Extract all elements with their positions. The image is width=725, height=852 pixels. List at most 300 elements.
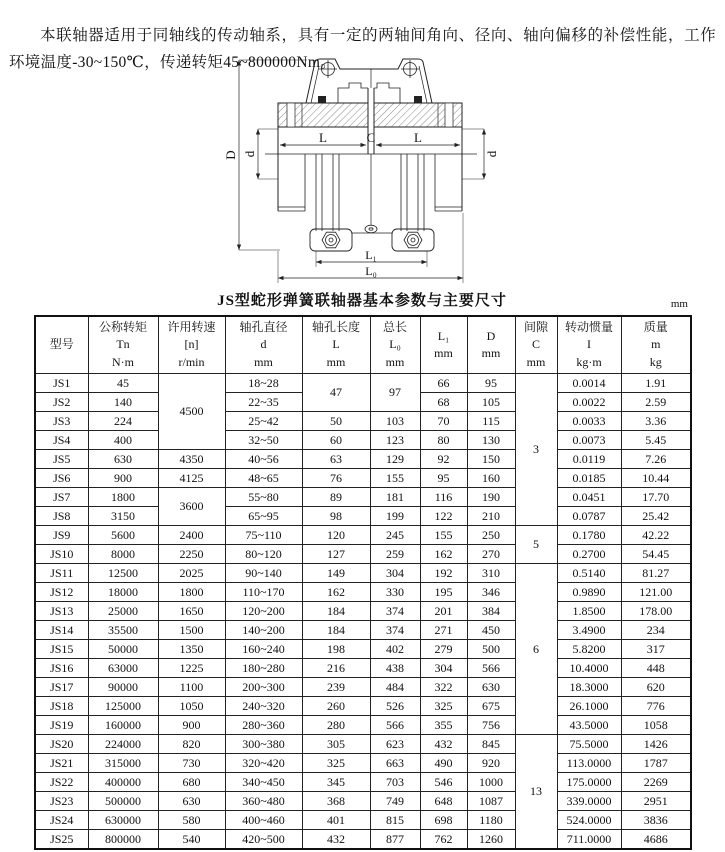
table-row: [35, 716, 691, 735]
data-cell: 2951: [621, 792, 691, 811]
data-cell: 43.5000: [557, 716, 621, 735]
data-cell: 322: [420, 678, 467, 697]
data-cell: 317: [621, 640, 691, 659]
data-cell: 432: [302, 830, 370, 850]
data-cell: 63000: [88, 659, 158, 678]
data-cell: 1050: [158, 697, 225, 716]
data-cell: 680: [158, 773, 225, 792]
data-cell: 315000: [88, 754, 158, 773]
data-cell: 60: [302, 431, 370, 450]
data-cell: 180~280: [225, 659, 302, 678]
data-cell: 845: [467, 735, 515, 754]
data-cell: 648: [420, 792, 467, 811]
data-cell: 360~480: [225, 792, 302, 811]
data-cell: 2025: [158, 564, 225, 583]
model-cell: JS1: [35, 374, 88, 393]
data-cell: 130: [467, 431, 515, 450]
data-cell: 149: [302, 564, 370, 583]
data-cell: 76: [302, 469, 370, 488]
data-cell: 129: [370, 450, 420, 469]
data-cell: 432: [420, 735, 467, 754]
data-cell: 198: [302, 640, 370, 659]
data-cell: 526: [370, 697, 420, 716]
dimension-label-L-right: L: [414, 130, 422, 145]
data-cell: 0.0451: [557, 488, 621, 507]
data-cell: 3600: [158, 488, 225, 526]
model-cell: JS25: [35, 830, 88, 850]
data-cell: 5: [515, 526, 557, 564]
data-cell: 1087: [467, 792, 515, 811]
data-cell: 756: [467, 716, 515, 735]
model-cell: JS11: [35, 564, 88, 583]
data-cell: 66: [420, 374, 467, 393]
data-cell: 95: [467, 374, 515, 393]
data-cell: 2269: [621, 773, 691, 792]
data-cell: 18000: [88, 583, 158, 602]
foot-bolt-icon: [322, 232, 422, 248]
dimension-lines: [239, 60, 484, 283]
data-cell: 1225: [158, 659, 225, 678]
data-cell: 500: [467, 640, 515, 659]
data-cell: 150: [467, 450, 515, 469]
data-cell: 4125: [158, 469, 225, 488]
data-cell: 123: [370, 431, 420, 450]
data-cell: 5600: [88, 526, 158, 545]
data-cell: 181: [370, 488, 420, 507]
col-header-7: D mm: [467, 316, 515, 374]
data-cell: 402: [370, 640, 420, 659]
model-cell: JS12: [35, 583, 88, 602]
model-cell: JS14: [35, 621, 88, 640]
data-cell: 75~110: [225, 526, 302, 545]
data-cell: 1350: [158, 640, 225, 659]
dimension-label-L1: L₁: [365, 248, 377, 262]
data-cell: 54.45: [621, 545, 691, 564]
data-cell: 160000: [88, 716, 158, 735]
data-cell: 762: [420, 830, 467, 850]
header-row: [35, 316, 691, 374]
data-cell: 0.0787: [557, 507, 621, 526]
data-cell: 195: [420, 583, 467, 602]
data-cell: 305: [302, 735, 370, 754]
data-cell: 730: [158, 754, 225, 773]
table-row: [35, 488, 691, 507]
data-cell: 630: [158, 792, 225, 811]
data-cell: 675: [467, 697, 515, 716]
model-cell: JS24: [35, 811, 88, 830]
data-cell: 280~360: [225, 716, 302, 735]
col-header-2: 许用转速 [n] r/min: [158, 316, 225, 374]
data-cell: 4500: [158, 374, 225, 450]
col-header-1: 公称转矩 Tn N·m: [88, 316, 158, 374]
data-cell: 1.91: [621, 374, 691, 393]
table-row: [35, 526, 691, 545]
table-row: [35, 507, 691, 526]
data-cell: 184: [302, 602, 370, 621]
data-cell: 400: [88, 431, 158, 450]
dimension-label-d-left: d: [242, 150, 257, 158]
data-cell: 7.26: [621, 450, 691, 469]
data-cell: 162: [420, 545, 467, 564]
data-cell: 10.4000: [557, 659, 621, 678]
data-cell: 120: [302, 526, 370, 545]
table-row: [35, 469, 691, 488]
data-cell: 3: [515, 374, 557, 526]
data-cell: 10.44: [621, 469, 691, 488]
data-cell: 271: [420, 621, 467, 640]
model-cell: JS16: [35, 659, 88, 678]
col-header-0: 型号: [35, 316, 88, 374]
data-cell: 42.22: [621, 526, 691, 545]
model-cell: JS17: [35, 678, 88, 697]
data-cell: 190: [467, 488, 515, 507]
data-cell: 65~95: [225, 507, 302, 526]
data-cell: 1058: [621, 716, 691, 735]
data-cell: 35500: [88, 621, 158, 640]
data-cell: 490: [420, 754, 467, 773]
col-header-6: L₁ mm: [420, 316, 467, 374]
data-cell: 55~80: [225, 488, 302, 507]
parameters-table: [34, 315, 692, 850]
data-cell: 1100: [158, 678, 225, 697]
data-cell: 4350: [158, 450, 225, 469]
data-cell: 566: [370, 716, 420, 735]
data-cell: 3150: [88, 507, 158, 526]
table-row: [35, 374, 691, 393]
data-cell: 339.0000: [557, 792, 621, 811]
data-cell: 127: [302, 545, 370, 564]
col-header-3: 轴孔直径 d mm: [225, 316, 302, 374]
data-cell: 234: [621, 621, 691, 640]
model-cell: JS2: [35, 393, 88, 412]
data-cell: 580: [158, 811, 225, 830]
data-cell: 75.5000: [557, 735, 621, 754]
table-title: JS型蛇形弹簧联轴器基本参数与主要尺寸: [217, 293, 507, 309]
model-cell: JS3: [35, 412, 88, 431]
data-cell: 0.9890: [557, 583, 621, 602]
data-cell: 13: [515, 735, 557, 850]
data-cell: 1800: [158, 583, 225, 602]
table-row: [35, 792, 691, 811]
data-cell: 2400: [158, 526, 225, 545]
data-cell: 438: [370, 659, 420, 678]
data-cell: 400~460: [225, 811, 302, 830]
data-cell: 116: [420, 488, 467, 507]
data-cell: 1787: [621, 754, 691, 773]
data-cell: 0.2700: [557, 545, 621, 564]
model-cell: JS20: [35, 735, 88, 754]
dimension-label-L0: L₀: [365, 264, 377, 278]
table-row: [35, 412, 691, 431]
data-cell: 216: [302, 659, 370, 678]
table-row: [35, 621, 691, 640]
table-row: [35, 811, 691, 830]
data-cell: 374: [370, 602, 420, 621]
data-cell: 201: [420, 602, 467, 621]
model-cell: JS6: [35, 469, 88, 488]
data-cell: 200~300: [225, 678, 302, 697]
data-cell: 3.36: [621, 412, 691, 431]
data-cell: 98: [302, 507, 370, 526]
data-cell: 121.00: [621, 583, 691, 602]
col-header-8: 间隙 C mm: [515, 316, 557, 374]
data-cell: 1.8500: [557, 602, 621, 621]
data-cell: 325: [420, 697, 467, 716]
data-cell: 89: [302, 488, 370, 507]
data-cell: 0.0119: [557, 450, 621, 469]
data-cell: 320~420: [225, 754, 302, 773]
unit-note: mm: [670, 298, 688, 310]
data-cell: 524.0000: [557, 811, 621, 830]
data-cell: 160: [467, 469, 515, 488]
data-cell: 178.00: [621, 602, 691, 621]
data-cell: 162: [302, 583, 370, 602]
data-cell: 224: [88, 412, 158, 431]
data-cell: 0.1780: [557, 526, 621, 545]
data-cell: 80: [420, 431, 467, 450]
data-cell: 0.0014: [557, 374, 621, 393]
data-cell: 270: [467, 545, 515, 564]
dimension-label-C: C: [366, 130, 376, 145]
data-cell: 450: [467, 621, 515, 640]
data-cell: 81.27: [621, 564, 691, 583]
data-cell: 815: [370, 811, 420, 830]
data-cell: 0.0033: [557, 412, 621, 431]
coupling-outline: [265, 59, 477, 251]
data-cell: 2250: [158, 545, 225, 564]
data-cell: 877: [370, 830, 420, 850]
data-cell: 17.70: [621, 488, 691, 507]
data-cell: 355: [420, 716, 467, 735]
data-cell: 239: [302, 678, 370, 697]
model-cell: JS13: [35, 602, 88, 621]
table-row: [35, 754, 691, 773]
data-cell: 4686: [621, 830, 691, 850]
data-cell: 110~170: [225, 583, 302, 602]
data-cell: 279: [420, 640, 467, 659]
data-cell: 80~120: [225, 545, 302, 564]
data-cell: 40~56: [225, 450, 302, 469]
data-cell: 400000: [88, 773, 158, 792]
model-cell: JS21: [35, 754, 88, 773]
data-cell: 259: [370, 545, 420, 564]
data-cell: 546: [420, 773, 467, 792]
data-cell: 5.8200: [557, 640, 621, 659]
data-cell: 199: [370, 507, 420, 526]
data-cell: 630: [88, 450, 158, 469]
data-cell: 25000: [88, 602, 158, 621]
data-cell: 0.0073: [557, 431, 621, 450]
data-cell: 113.0000: [557, 754, 621, 773]
model-cell: JS8: [35, 507, 88, 526]
data-cell: 1800: [88, 488, 158, 507]
data-cell: 800000: [88, 830, 158, 850]
table-row: [35, 640, 691, 659]
data-cell: 325: [302, 754, 370, 773]
data-cell: 711.0000: [557, 830, 621, 850]
data-cell: 120~200: [225, 602, 302, 621]
data-cell: 8000: [88, 545, 158, 564]
model-cell: JS5: [35, 450, 88, 469]
data-cell: 920: [467, 754, 515, 773]
table-row: [35, 602, 691, 621]
data-cell: 63: [302, 450, 370, 469]
data-cell: 5.45: [621, 431, 691, 450]
data-cell: 68: [420, 393, 467, 412]
dimension-label-L-left: L: [319, 130, 327, 145]
data-cell: 346: [467, 583, 515, 602]
data-cell: 330: [370, 583, 420, 602]
col-header-10: 质量 m kg: [621, 316, 691, 374]
data-cell: 374: [370, 621, 420, 640]
data-cell: 340~450: [225, 773, 302, 792]
data-cell: 140~200: [225, 621, 302, 640]
data-cell: 0.5140: [557, 564, 621, 583]
data-cell: 620: [621, 678, 691, 697]
data-cell: 70: [420, 412, 467, 431]
model-cell: JS18: [35, 697, 88, 716]
data-cell: 566: [467, 659, 515, 678]
data-cell: 125000: [88, 697, 158, 716]
data-cell: 900: [158, 716, 225, 735]
data-cell: 210: [467, 507, 515, 526]
model-cell: JS23: [35, 792, 88, 811]
data-cell: 0.0185: [557, 469, 621, 488]
data-cell: 540: [158, 830, 225, 850]
data-cell: 92: [420, 450, 467, 469]
data-cell: 97: [370, 374, 420, 412]
data-cell: 900: [88, 469, 158, 488]
table-row: [35, 678, 691, 697]
intro-paragraph: 本联轴器适用于同轴线的传动轴系，具有一定的两轴间角向、径向、轴向偏移的补偿性能，工作环境温度-30~150℃，传递转矩45~800000Nm。: [9, 26, 716, 72]
data-cell: 12500: [88, 564, 158, 583]
data-cell: 1180: [467, 811, 515, 830]
data-cell: 749: [370, 792, 420, 811]
table-row: [35, 735, 691, 754]
data-cell: 245: [370, 526, 420, 545]
data-cell: 1500: [158, 621, 225, 640]
data-cell: 47: [302, 374, 370, 412]
data-cell: 155: [370, 469, 420, 488]
data-cell: 18~28: [225, 374, 302, 393]
col-header-9: 转动惯量 I kg·m: [557, 316, 621, 374]
data-cell: 500000: [88, 792, 158, 811]
data-cell: 90000: [88, 678, 158, 697]
data-cell: 630000: [88, 811, 158, 830]
data-cell: 3.4900: [557, 621, 621, 640]
data-cell: 2.59: [621, 393, 691, 412]
data-cell: 484: [370, 678, 420, 697]
model-cell: JS9: [35, 526, 88, 545]
data-cell: 300~380: [225, 735, 302, 754]
table-row: [35, 830, 691, 850]
data-cell: 103: [370, 412, 420, 431]
data-cell: 45: [88, 374, 158, 393]
data-cell: 25.42: [621, 507, 691, 526]
table-row: [35, 773, 691, 792]
data-cell: 630: [467, 678, 515, 697]
data-cell: 18.3000: [557, 678, 621, 697]
data-cell: 48~65: [225, 469, 302, 488]
data-cell: 698: [420, 811, 467, 830]
data-cell: 345: [302, 773, 370, 792]
table-row: [35, 564, 691, 583]
data-cell: 105: [467, 393, 515, 412]
data-cell: 6: [515, 564, 557, 735]
table-row: [35, 431, 691, 450]
data-cell: 280: [302, 716, 370, 735]
data-cell: 304: [370, 564, 420, 583]
data-cell: 250: [467, 526, 515, 545]
table-row: [35, 545, 691, 564]
data-cell: 1426: [621, 735, 691, 754]
data-cell: 115: [467, 412, 515, 431]
data-cell: 384: [467, 602, 515, 621]
data-cell: 25~42: [225, 412, 302, 431]
model-cell: JS10: [35, 545, 88, 564]
data-cell: 663: [370, 754, 420, 773]
data-cell: 420~500: [225, 830, 302, 850]
data-cell: 90~140: [225, 564, 302, 583]
model-cell: JS19: [35, 716, 88, 735]
dimension-label-D: D: [223, 150, 238, 160]
data-cell: 401: [302, 811, 370, 830]
data-cell: 175.0000: [557, 773, 621, 792]
data-cell: 820: [158, 735, 225, 754]
data-cell: 32~50: [225, 431, 302, 450]
data-cell: 50: [302, 412, 370, 431]
data-cell: 140: [88, 393, 158, 412]
data-cell: 22~35: [225, 393, 302, 412]
table-row: [35, 583, 691, 602]
table-row: [35, 697, 691, 716]
col-header-5: 总长 L₀ mm: [370, 316, 420, 374]
data-cell: 304: [420, 659, 467, 678]
data-cell: 260: [302, 697, 370, 716]
data-cell: 1260: [467, 830, 515, 850]
col-header-4: 轴孔长度 L mm: [302, 316, 370, 374]
data-cell: 623: [370, 735, 420, 754]
data-cell: 1650: [158, 602, 225, 621]
data-cell: 155: [420, 526, 467, 545]
data-cell: 122: [420, 507, 467, 526]
model-cell: JS4: [35, 431, 88, 450]
data-cell: 224000: [88, 735, 158, 754]
table-row: [35, 659, 691, 678]
data-cell: 192: [420, 564, 467, 583]
model-cell: JS7: [35, 488, 88, 507]
data-cell: 95: [420, 469, 467, 488]
data-cell: 776: [621, 697, 691, 716]
data-cell: 184: [302, 621, 370, 640]
model-cell: JS22: [35, 773, 88, 792]
data-cell: 3836: [621, 811, 691, 830]
table-row: [35, 450, 691, 469]
model-cell: JS15: [35, 640, 88, 659]
data-cell: 160~240: [225, 640, 302, 659]
data-cell: 26.1000: [557, 697, 621, 716]
data-cell: 240~320: [225, 697, 302, 716]
data-cell: 448: [621, 659, 691, 678]
dimension-label-d-right: d: [484, 150, 499, 158]
coupling-drawing: [180, 55, 540, 295]
data-cell: 50000: [88, 640, 158, 659]
data-cell: 310: [467, 564, 515, 583]
data-cell: 368: [302, 792, 370, 811]
data-cell: 703: [370, 773, 420, 792]
data-cell: 0.0022: [557, 393, 621, 412]
data-cell: 1000: [467, 773, 515, 792]
